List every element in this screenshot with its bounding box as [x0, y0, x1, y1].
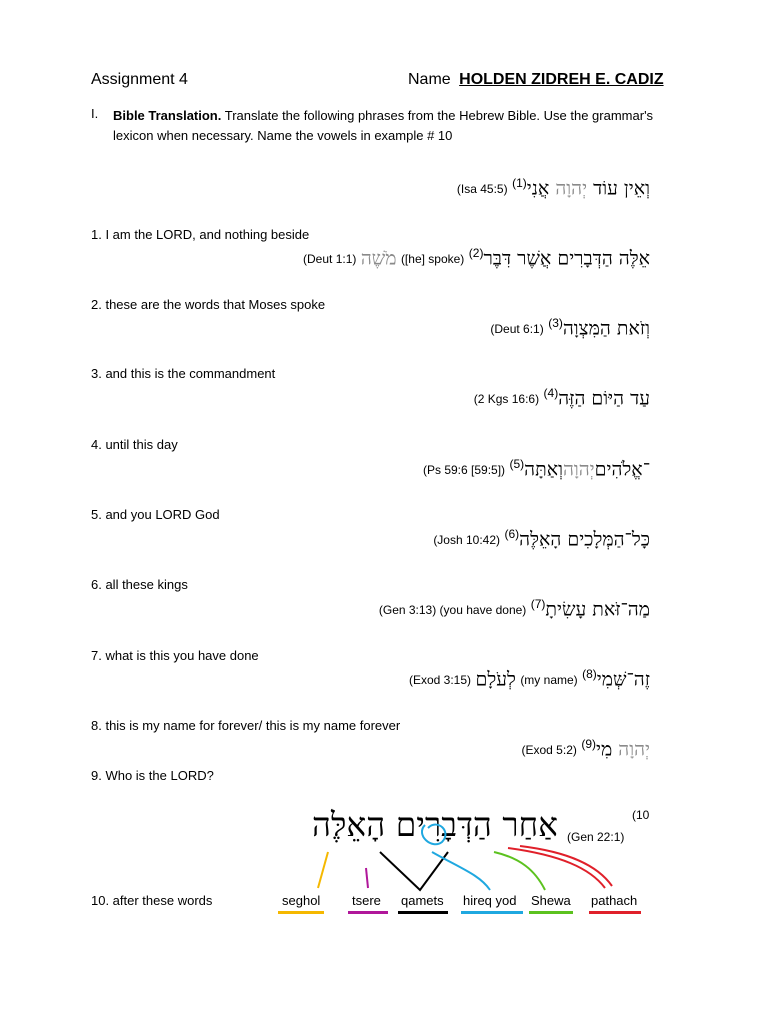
hebrew-text-10: אַחַר הַדְּבָרִים הָאֵלֶּה	[312, 805, 558, 844]
answer-3: 3. and this is the commandment	[91, 366, 276, 381]
vowel-underline-qamets	[398, 911, 448, 914]
item-number-2: (2)	[468, 246, 484, 260]
name-value: HOLDEN ZIDREH E. CADIZ	[459, 71, 664, 88]
section-text: Translate the following phrases from the Hebrew Bible. Use the grammar's lexicon when necessary. Name the vowels in example # 10	[113, 108, 654, 143]
item-number-9: (9)	[581, 737, 596, 751]
hebrew-gray-2: מֹשֶׁה	[360, 247, 397, 270]
answer-2: 2. these are the words that Moses spoke	[91, 297, 326, 312]
ref-4: (2 Kgs 16:6)	[473, 392, 540, 407]
vowel-underline-seghol	[278, 911, 324, 914]
hebrew-text-1: וְאֵין עוֹד יְהוָה אֲנִי	[526, 177, 650, 200]
answer-1: 1. I am the LORD, and nothing beside	[91, 227, 310, 242]
answer-7: 7. what is this you have done	[91, 648, 259, 663]
hebrew-pre-8: לְעֹלָם	[475, 668, 516, 691]
ref-5: (Ps 59:6 [59:5])	[422, 463, 506, 478]
item-number-3: (3)	[548, 316, 563, 330]
answer-4: 4. until this day	[91, 437, 178, 452]
item-number-1: (1)	[512, 176, 527, 190]
item-number-6: (6)	[504, 527, 520, 541]
assignment-title: Assignment 4	[91, 71, 188, 88]
hebrew-text-6: כָּל־הַמְּלָכִים הָאֵלֶּה	[519, 528, 650, 551]
item-number-7: (7)	[530, 597, 546, 611]
answer-9: 9. Who is the LORD?	[91, 768, 214, 783]
ref-10: (Gen 22:1)	[567, 830, 625, 844]
item-number-5: (5)	[509, 457, 525, 471]
item-number-4: (4)	[543, 386, 559, 400]
item-number-10: (10	[632, 808, 650, 822]
hebrew-text-4: עַד הַיּוֹם הַזֶּה	[558, 387, 650, 410]
ref-3: (Deut 6:1)	[490, 322, 544, 337]
answer-6: 6. all these kings	[91, 577, 188, 592]
hebrew-text-5: ־אֱלֹהִיםיְהוָהוְאַתָּה	[524, 458, 650, 481]
ref-9: (Exod 5:2)	[521, 743, 577, 758]
hebrew-text-7: מַה־זֹּאת עָשִׂיתָ	[545, 598, 650, 621]
ref-7: (Gen 3:13) (you have done)	[378, 603, 527, 618]
hebrew-text-9: יְהוָה מִי	[596, 738, 650, 761]
gloss-2: ([he] spoke)	[400, 252, 465, 267]
vowel-underline-pathach	[589, 911, 641, 914]
vowel-label-pathach: pathach	[591, 893, 638, 908]
ref-6: (Josh 10:42)	[433, 533, 501, 548]
vowel-label-qamets: qamets	[401, 893, 444, 908]
hebrew-text-8: זֶה־שְּׁמִי	[596, 668, 650, 691]
name-label: Name	[408, 71, 451, 88]
answer-8: 8. this is my name for forever/ this is my name forever	[91, 718, 401, 733]
vowel-underline-shewa	[529, 911, 573, 914]
ref-2: (Deut 1:1)	[303, 252, 357, 267]
answer-5: 5. and you LORD God	[91, 507, 220, 522]
gloss-8: (my name)	[520, 673, 578, 688]
answer-10: 10. after these words	[91, 893, 213, 908]
vowel-label-hireq-yod: hireq yod	[463, 893, 517, 908]
hebrew-text-3: וְזֹאת הַמִּצְוָה	[562, 317, 650, 340]
vowel-underline-tsere	[348, 911, 388, 914]
section-number: I.	[91, 106, 99, 121]
vowel-label-shewa: Shewa	[531, 893, 571, 908]
vowel-label-seghol: seghol	[282, 893, 321, 908]
item-number-8: (8)	[582, 667, 597, 681]
section-title: Bible Translation.	[113, 108, 222, 123]
ref-1: (Isa 45:5)	[456, 182, 508, 197]
ref-8: (Exod 3:15)	[408, 673, 472, 688]
vowel-underline-hireq-yod	[461, 911, 523, 914]
hebrew-text-2: אֵלֶּה הַדְּבָרִים אֲשֶׁר דִּבֶּר	[483, 247, 650, 270]
vowel-label-tsere: tsere	[352, 893, 381, 908]
